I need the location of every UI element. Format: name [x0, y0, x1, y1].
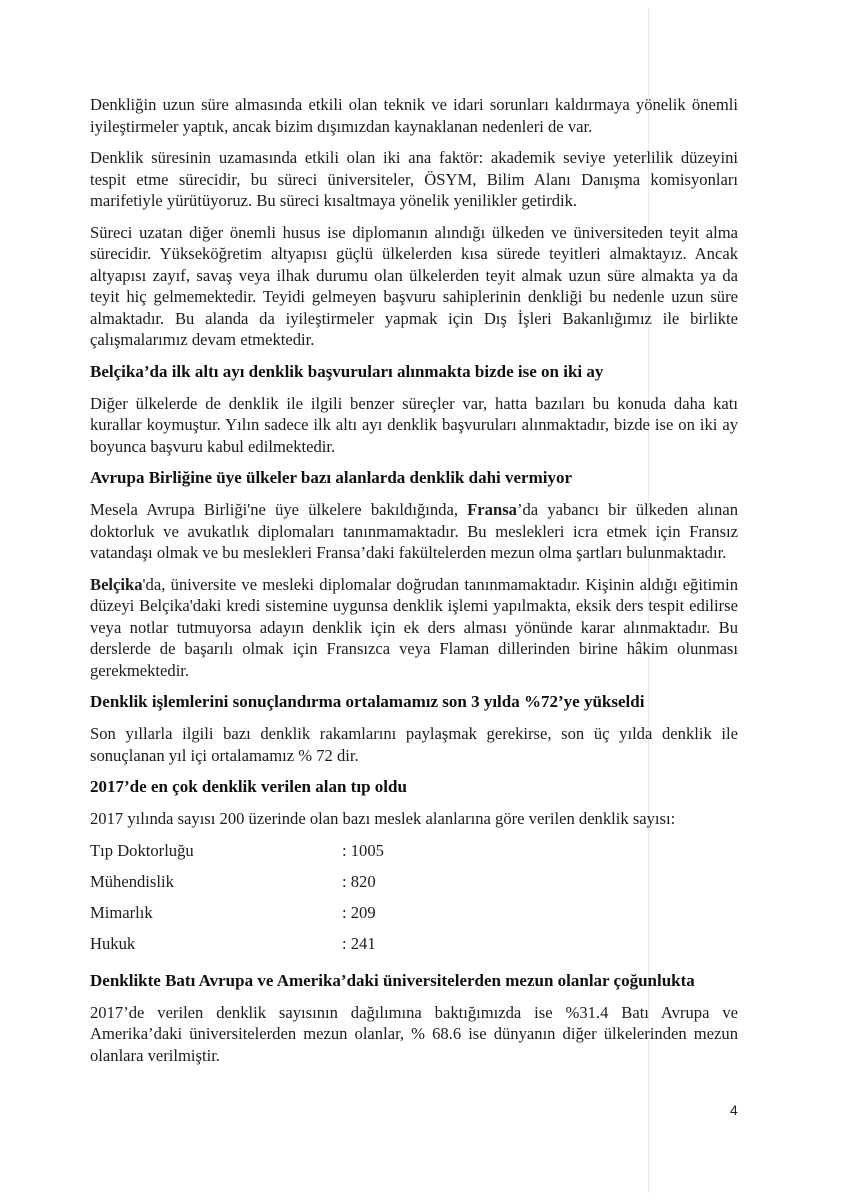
- paragraph-belgium: [90, 574, 738, 682]
- heading-completion-rate: Denklik işlemlerini sonuçlandırma ortalamamız son 3 yılda %72’ye yükseldi: [90, 692, 645, 711]
- stat-label: Mühendislik: [90, 871, 174, 891]
- stat-row: [90, 840, 738, 871]
- paragraph-distribution: 2017’de verilen denklik sayısının dağılımına baktığımızda ise %31.4 Batı Avrupa ve Amerika’daki üniversitelerden mezun olanlar, % 68.6 ise dünyanın diğer ülkelerinden mezun olanlara verilmiştir.: [90, 1002, 738, 1065]
- page-content: [90, 94, 738, 1076]
- stat-value: : 209: [342, 902, 376, 922]
- stats-list: [90, 840, 738, 964]
- stat-value: : 241: [342, 933, 376, 953]
- paragraph-belgium-applications: Diğer ülkelerde de denklik ile ilgili benzer süreçler var, hatta bazıları bu konuda daha katı kurallar koymuştur. Yılın sadece ilk altı ayı denklik başvuruları alınmaktadır, bizde ise on iki ay boyunca başvuru kabul edilmektedir.: [90, 393, 738, 456]
- heading-belgium-applications: Belçika’da ilk altı ayı denklik başvuruları alınmakta bizde ise on iki ay: [90, 361, 604, 381]
- paragraph-completion-rate: Son yıllarla ilgili bazı denklik rakamlarını paylaşmak gerekirse, son üç yılda denklik ile sonuçlanan yıl içi ortalamamız % 72 dir.: [90, 724, 738, 765]
- paragraph-fields-intro: 2017 yılında sayısı 200 üzerinde olan bazı meslek alanlarına göre verilen denklik sayısı:: [90, 809, 676, 828]
- paragraph-france: [90, 499, 738, 564]
- stat-row: [90, 871, 738, 902]
- text-belgium-post: 'da, üniversite ve mesleki diplomalar doğrudan tanınmamaktadır. Kişinin aldığı eğitimin düzeyi Belçika'daki kredi sistemine uygunsa denklik işlemi yapılmakta, eksik ders tespit edilirse veya notlar tutmuyorsa adayın denklik için ek ders alması yönünde karar alınmaktadır. Bu derslerde de başarılı olmak için Fransızca veya Flaman dillerinden birine hâkim olunması gerekmektedir.: [90, 574, 738, 680]
- paragraph-two-factors: Denklik süresinin uzamasında etkili olan iki ana faktör: akademik seviye yeterlilik düzeyini tespit etme sürecidir, bu süreci üniversiteler, ÖSYM, Bilim Alanı Danışma komisyonları marifetiyle yürütüyoruz. Bu süreci kısaltmaya yönelik yenilikler getirdik.: [90, 148, 738, 210]
- stat-label: Mimarlık: [90, 902, 153, 922]
- stat-row: [90, 933, 738, 964]
- text-france-pre: Mesela Avrupa Birliği'ne üye ülkelere bakıldığında,: [90, 500, 468, 519]
- text-france-bold: Fransa: [467, 500, 517, 519]
- stat-label: Tıp Doktorluğu: [90, 840, 194, 860]
- paragraph-verification: Süreci uzatan diğer önemli husus ise diplomanın alındığı ülkeden ve üniversiteden teyit alma sürecidir. Yükseköğretim altyapısı güçlü ülkelerden kısa sürede teyitleri almaktayız. Ancak altyapısı zayıf, savaş veya ilhak durumu olan ülkelerden teyit almak uzun süre almakta ya da teyit hiç gelmemektedir. Teyidi gelmeyen başvuru sahiplerinin denkliği bu nedenle uzun süre almaktadır. Bu alanda da iyileştirmeler yapmak için Dış İşleri Bakanlığımız ile birlikte çalışmalarımız devam etmektedir.: [90, 222, 738, 349]
- stat-row: [90, 902, 738, 933]
- paragraph-technical-issues: Denkliğin uzun süre almasında etkili olan teknik ve idari sorunları kaldırmaya yönelik önemli iyileştirmeler yaptık, ancak bizim dışımızdan kaynaklanan nedenleri de var.: [90, 95, 738, 136]
- heading-medicine-2017: 2017’de en çok denklik verilen alan tıp oldu: [90, 777, 407, 796]
- stat-value: : 1005: [342, 840, 384, 860]
- stat-label: Hukuk: [90, 933, 136, 953]
- text-france-post: ’da yabancı bir ülkeden alınan doktorluk ve avukatlık diplomaları tanınmamaktadır. Bu meslekleri icra etmek için Fransız vatandaşı olmak ve bu meslekleri Fransa’daki fakültelerden mezun olma şartları bulunmaktadır.: [90, 500, 739, 562]
- page-number: 4: [730, 1102, 738, 1118]
- heading-eu-countries: Avrupa Birliğine üye ülkeler bazı alanlarda denklik dahi vermiyor: [90, 468, 573, 487]
- stat-value: : 820: [342, 871, 376, 891]
- heading-west-europe-america: Denklikte Batı Avrupa ve Amerika’daki üniversitelerden mezun olanlar çoğunlukta: [90, 970, 695, 990]
- text-belgium-bold: Belçika: [90, 574, 143, 594]
